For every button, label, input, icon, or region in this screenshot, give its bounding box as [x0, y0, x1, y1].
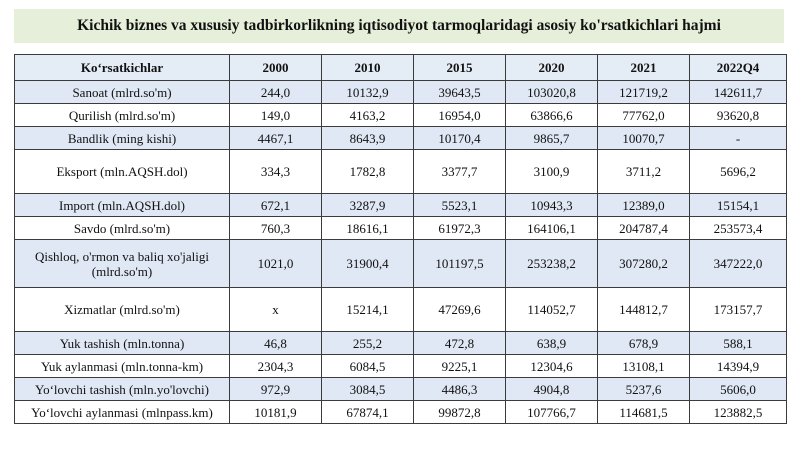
table-cell: 253238,2	[506, 240, 598, 288]
table-cell: 1021,0	[230, 240, 322, 288]
table-row	[15, 401, 787, 424]
row-label: Yuk tashish (mln.tonna)	[15, 332, 230, 355]
table-cell: 4467,1	[230, 127, 322, 150]
table-row	[15, 332, 787, 355]
table-cell: 3100,9	[506, 150, 598, 194]
table-row	[15, 194, 787, 217]
table-cell: x	[230, 288, 322, 332]
row-label: Xizmatlar (mlrd.so'm)	[15, 288, 230, 332]
row-label: Qurilish (mlrd.so'm)	[15, 104, 230, 127]
table-cell: 253573,4	[690, 217, 787, 240]
table-cell: 3287,9	[322, 194, 414, 217]
table-cell: 5523,1	[414, 194, 506, 217]
table-cell: 5237,6	[598, 378, 690, 401]
table-cell: 142611,7	[690, 81, 787, 104]
table-cell: 123882,5	[690, 401, 787, 424]
row-label: Yo‘lovchi tashish (mln.yo'lovchi)	[15, 378, 230, 401]
table-row	[15, 240, 787, 288]
table-cell: 99872,8	[414, 401, 506, 424]
table-cell: 47269,6	[414, 288, 506, 332]
table-cell: 10132,9	[322, 81, 414, 104]
table-cell: 173157,7	[690, 288, 787, 332]
table-cell: 103020,8	[506, 81, 598, 104]
table-cell: 760,3	[230, 217, 322, 240]
column-header-2015: 2015	[414, 55, 506, 81]
row-label: Eksport (mln.AQSH.dol)	[15, 150, 230, 194]
table-cell: 10181,9	[230, 401, 322, 424]
page-title-banner	[14, 9, 784, 43]
table-cell: 31900,4	[322, 240, 414, 288]
column-header-indicator: Ko‘rsatkichlar	[15, 55, 230, 81]
column-header-2022q4: 2022Q4	[690, 55, 787, 81]
table-cell: 107766,7	[506, 401, 598, 424]
table-cell: 5606,0	[690, 378, 787, 401]
table-cell: 16954,0	[414, 104, 506, 127]
table-cell: 114681,5	[598, 401, 690, 424]
table-cell: 255,2	[322, 332, 414, 355]
table-cell: 10170,4	[414, 127, 506, 150]
row-label: Yo‘lovchi aylanmasi (mlnpass.km)	[15, 401, 230, 424]
table-cell: 588,1	[690, 332, 787, 355]
table-cell: 2304,3	[230, 355, 322, 378]
table-cell: 15214,1	[322, 288, 414, 332]
table-row	[15, 217, 787, 240]
table-cell: 164106,1	[506, 217, 598, 240]
table-cell: 307280,2	[598, 240, 690, 288]
table-cell: 472,8	[414, 332, 506, 355]
row-label: Import (mln.AQSH.dol)	[15, 194, 230, 217]
table-cell: 3711,2	[598, 150, 690, 194]
table-cell: 12389,0	[598, 194, 690, 217]
table-cell: 672,1	[230, 194, 322, 217]
table-header-row	[15, 55, 787, 81]
column-header-2000: 2000	[230, 55, 322, 81]
table-cell: 678,9	[598, 332, 690, 355]
table-cell: 638,9	[506, 332, 598, 355]
row-label: Savdo (mlrd.so'm)	[15, 217, 230, 240]
indicators-table	[14, 54, 787, 424]
table-row	[15, 150, 787, 194]
table-row	[15, 288, 787, 332]
table-cell: 3084,5	[322, 378, 414, 401]
table-cell: 18616,1	[322, 217, 414, 240]
table-cell: 39643,5	[414, 81, 506, 104]
table-cell: 5696,2	[690, 150, 787, 194]
table-cell: 149,0	[230, 104, 322, 127]
table-cell: 14394,9	[690, 355, 787, 378]
table-row	[15, 127, 787, 150]
page-title: Kichik biznes va xususiy tadbirkorlikning iqtisodiyot tarmoqlaridagi asosiy ko'rsatkichlari hajmi	[77, 17, 721, 34]
table-cell: 6084,5	[322, 355, 414, 378]
table-cell: 63866,6	[506, 104, 598, 127]
table-cell: 1782,8	[322, 150, 414, 194]
table-cell: 101197,5	[414, 240, 506, 288]
table-row	[15, 355, 787, 378]
row-label: Sanoat (mlrd.so'm)	[15, 81, 230, 104]
table-cell: 77762,0	[598, 104, 690, 127]
table-cell: 10070,7	[598, 127, 690, 150]
table-cell: 204787,4	[598, 217, 690, 240]
table-cell: 9225,1	[414, 355, 506, 378]
table-row	[15, 104, 787, 127]
table-cell: 4163,2	[322, 104, 414, 127]
table-row	[15, 378, 787, 401]
table-cell: 10943,3	[506, 194, 598, 217]
table-cell: 8643,9	[322, 127, 414, 150]
table-cell: 4486,3	[414, 378, 506, 401]
column-header-2020: 2020	[506, 55, 598, 81]
table-cell: 13108,1	[598, 355, 690, 378]
table-cell: 9865,7	[506, 127, 598, 150]
table-cell: 144812,7	[598, 288, 690, 332]
column-header-2021: 2021	[598, 55, 690, 81]
table-cell: -	[690, 127, 787, 150]
table-cell: 972,9	[230, 378, 322, 401]
row-label: Yuk aylanmasi (mln.tonna-km)	[15, 355, 230, 378]
table-cell: 3377,7	[414, 150, 506, 194]
table-cell: 15154,1	[690, 194, 787, 217]
table-cell: 67874,1	[322, 401, 414, 424]
table-cell: 347222,0	[690, 240, 787, 288]
row-label: Bandlik (ming kishi)	[15, 127, 230, 150]
row-label: Qishloq, o'rmon va baliq xo'jaligi (mlrd.so'm)	[15, 240, 230, 288]
column-header-2010: 2010	[322, 55, 414, 81]
table-cell: 12304,6	[506, 355, 598, 378]
table-cell: 46,8	[230, 332, 322, 355]
table-cell: 114052,7	[506, 288, 598, 332]
table-row	[15, 81, 787, 104]
table-cell: 334,3	[230, 150, 322, 194]
table-cell: 4904,8	[506, 378, 598, 401]
table-cell: 244,0	[230, 81, 322, 104]
table-cell: 121719,2	[598, 81, 690, 104]
table-cell: 93620,8	[690, 104, 787, 127]
table-cell: 61972,3	[414, 217, 506, 240]
